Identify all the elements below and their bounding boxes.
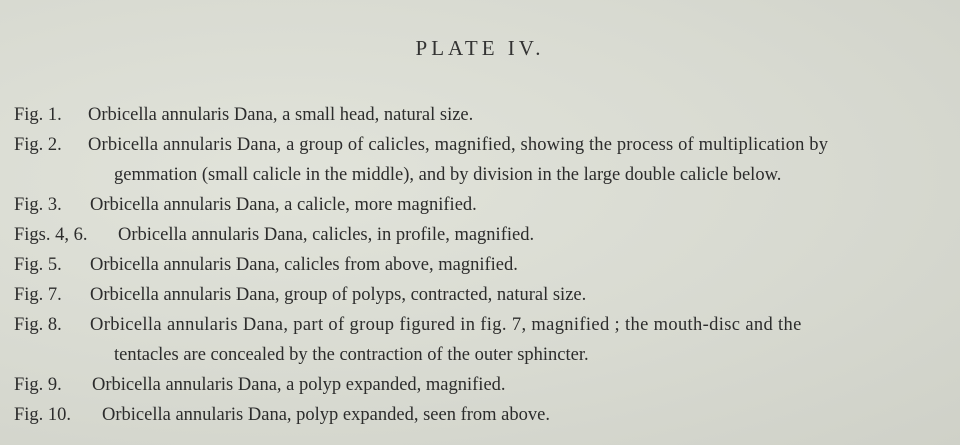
- figure-description: Orbicella annularis Dana, calicles from above, magnified.: [90, 255, 518, 275]
- caption-entry: [14, 370, 944, 400]
- figure-number: Fig. 5.: [14, 255, 62, 275]
- caption-entry: [14, 130, 944, 160]
- plate-title: PLATE IV.: [415, 36, 545, 60]
- caption-entry: [14, 280, 944, 310]
- caption-entry: [14, 400, 944, 430]
- figure-description: Orbicella annularis Dana, group of polyps, contracted, natural size.: [90, 285, 587, 305]
- figure-number: Fig. 8.: [14, 315, 62, 335]
- caption-entry: [14, 100, 944, 130]
- caption-entry: [14, 310, 944, 340]
- caption-entry-continuation: [14, 160, 944, 190]
- caption-entry: [14, 220, 944, 250]
- figure-description: Orbicella annularis Dana, polyp expanded, seen from above.: [102, 405, 550, 425]
- figure-number: Fig. 7.: [14, 285, 62, 305]
- figure-description: Orbicella annularis Dana, part of group figured in fig. 7, magnified ; the mouth-disc and the: [90, 315, 802, 335]
- figure-description: Orbicella annularis Dana, calicles, in profile, magnified.: [118, 225, 535, 245]
- figure-number: Fig. 9.: [14, 375, 62, 395]
- figure-description: Orbicella annularis Dana, a small head, natural size.: [88, 105, 474, 125]
- caption-entry: [14, 250, 944, 280]
- caption-entry-continuation: [14, 340, 944, 370]
- figure-number: Figs. 4, 6.: [14, 225, 88, 245]
- figure-number: Fig. 1.: [14, 105, 62, 125]
- figure-description: gemmation (small calicle in the middle), and by division in the large double calicle below.: [114, 165, 782, 185]
- figure-number: Fig. 2.: [14, 135, 62, 155]
- figure-number: Fig. 10.: [14, 405, 72, 425]
- figure-caption-list: [14, 100, 944, 430]
- figure-number: Fig. 3.: [14, 195, 62, 215]
- figure-description: Orbicella annularis Dana, a calicle, more magnified.: [90, 195, 477, 215]
- figure-description: tentacles are concealed by the contraction of the outer sphincter.: [114, 345, 589, 365]
- figure-description: Orbicella annularis Dana, a polyp expanded, magnified.: [92, 375, 506, 395]
- caption-entry: [14, 190, 944, 220]
- figure-description: Orbicella annularis Dana, a group of calicles, magnified, showing the process of multiplication by: [88, 135, 829, 155]
